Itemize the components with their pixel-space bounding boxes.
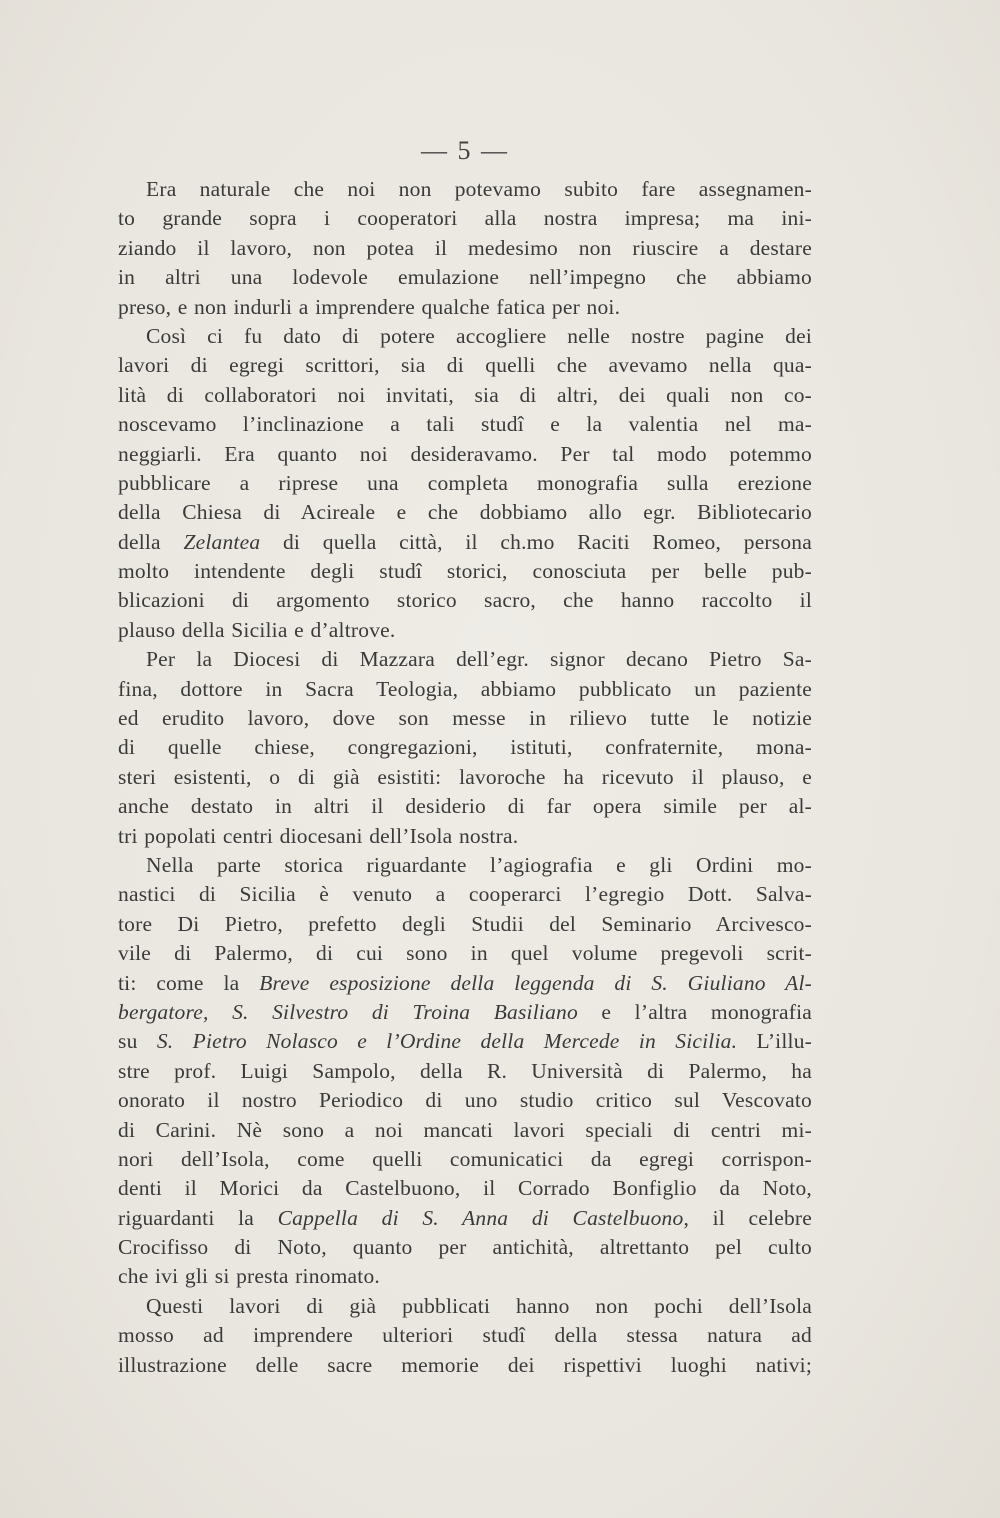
text-line <box>118 351 812 380</box>
text-segment: pubblicare a riprese una completa monografia sulla erezione <box>118 470 812 495</box>
text-line <box>118 263 812 292</box>
text-segment: nastici di Sicilia è venuto a cooperarci l’egregio Dott. Salva- <box>118 882 812 907</box>
text-segment: Questi lavori di già pubblicati hanno non pochi dell’Isola <box>146 1293 812 1318</box>
text-segment: neggiarli. Era quanto noi desideravamo. Per tal modo potemmo <box>118 441 812 466</box>
text-segment: Per la Diocesi di Mazzara dell’egr. signor decano Pietro Sa- <box>146 647 812 672</box>
text-line <box>118 792 812 821</box>
text-line <box>118 733 812 762</box>
italic-title-text: S. Pietro Nolasco e l’Ordine della Mercede in Sicilia. <box>156 1029 738 1054</box>
text-segment: su <box>118 1029 157 1054</box>
text-line <box>118 381 812 410</box>
text-line <box>118 293 812 322</box>
text-line <box>118 1204 812 1233</box>
text-line <box>118 440 812 469</box>
text-line <box>118 910 812 939</box>
text-segment: illustrazione delle sacre memorie dei rispettivi luoghi nativi; <box>118 1352 812 1377</box>
italic-title-text: Zelantea <box>183 529 261 554</box>
text-segment: plauso della Sicilia e d’altrove. <box>118 617 396 642</box>
text-segment: L’illu- <box>737 1029 813 1054</box>
body-text <box>118 175 812 1380</box>
text-line <box>118 1116 812 1145</box>
text-segment: ziando il lavoro, non potea il medesimo non riuscire a destare <box>118 235 812 260</box>
text-line <box>118 1292 812 1321</box>
text-segment: onorato il nostro Periodico di uno studio critico sul Vescovato <box>118 1088 812 1113</box>
text-segment: tri popolati centri diocesani dell’Isola nostra. <box>118 823 519 848</box>
text-line <box>118 1233 812 1262</box>
italic-title-text: Cappella di S. Anna di Castelbuono <box>277 1205 684 1230</box>
text-segment: stre prof. Luigi Sampolo, della R. Università di Palermo, ha <box>118 1058 812 1083</box>
text-line <box>118 557 812 586</box>
text-segment: riguardanti la <box>118 1205 278 1230</box>
text-segment: ti: come la <box>118 970 260 995</box>
text-line <box>118 1351 812 1380</box>
text-segment: ed erudito lavoro, dove son messe in rilievo tutte le notizie <box>118 706 812 731</box>
text-line <box>118 528 812 557</box>
text-segment: Così ci fu dato di potere accogliere nelle nostre pagine dei <box>146 323 812 348</box>
text-segment: steri esistenti, o di già esistiti: lavoroche ha ricevuto il plauso, e <box>118 764 812 789</box>
text-line <box>118 851 812 880</box>
text-segment: Era naturale che noi non potevamo subito fare assegnamen- <box>146 177 812 201</box>
text-segment: to grande sopra i cooperatori alla nostra impresa; ma ini- <box>118 206 812 231</box>
text-segment: molto intendente degli studî storici, conosciuta per belle pub- <box>118 559 812 584</box>
text-segment: della <box>118 529 184 554</box>
text-segment: lavori di egregi scrittori, sia di quelli che avevamo nella qua- <box>118 353 812 378</box>
text-line <box>118 616 812 645</box>
text-segment: che ivi gli si presta rinomato. <box>118 1264 380 1289</box>
text-segment: della Chiesa di Acireale e che dobbiamo allo egr. Bibliotecario <box>118 500 812 525</box>
text-line <box>118 234 812 263</box>
text-line <box>118 1145 812 1174</box>
text-segment: e l’altra monografia <box>577 999 812 1024</box>
text-segment: anche destato in altri il desiderio di far opera simile per al- <box>118 794 812 819</box>
text-line <box>118 704 812 733</box>
text-segment: nori dell’Isola, come quelli comunicatici da egregi corrispon- <box>118 1146 812 1171</box>
text-line <box>118 998 812 1027</box>
text-line <box>118 1321 812 1350</box>
text-line <box>118 175 812 204</box>
italic-title-text: Breve esposizione della leggenda di S. Giuliano Al- <box>259 970 812 995</box>
text-segment: di quelle chiese, congregazioni, istituti, confraternite, mona- <box>118 735 812 760</box>
text-line <box>118 645 812 674</box>
text-line <box>118 498 812 527</box>
text-segment: Nella parte storica riguardante l’agiografia e gli Ordini mo- <box>146 852 812 877</box>
text-line <box>118 1086 812 1115</box>
text-segment: Crocifisso di Noto, quanto per antichità, altrettanto pel culto <box>118 1235 812 1260</box>
text-segment: , il celebre <box>683 1205 812 1230</box>
text-segment: denti il Morici da Castelbuono, il Corrado Bonfiglio da Noto, <box>118 1176 812 1201</box>
text-segment: di quella città, il ch.mo Raciti Romeo, persona <box>260 529 813 554</box>
italic-title-text: bergatore, S. Silvestro di Troina Basiliano <box>118 999 578 1024</box>
text-segment: blicazioni di argomento storico sacro, che hanno raccolto il <box>118 588 812 613</box>
text-segment: di Carini. Nè sono a noi mancati lavori speciali di centri mi- <box>118 1117 812 1142</box>
text-segment: in altri una lodevole emulazione nell’impegno che abbiamo <box>118 265 812 290</box>
text-line <box>118 1057 812 1086</box>
text-line <box>118 822 812 851</box>
text-line <box>118 410 812 439</box>
text-segment: noscevamo l’inclinazione a tali studî e la valentia nel ma- <box>118 412 812 437</box>
text-line <box>118 1027 812 1056</box>
text-segment: vile di Palermo, di cui sono in quel volume pregevoli scrit- <box>118 941 812 966</box>
text-line <box>118 939 812 968</box>
page-number: — 5 — <box>421 136 509 165</box>
text-line <box>118 1262 812 1291</box>
text-segment: lità di collaboratori noi invitati, sia di altri, dei quali non co- <box>118 382 812 407</box>
text-line <box>118 675 812 704</box>
text-line <box>118 204 812 233</box>
text-line <box>118 763 812 792</box>
text-segment: preso, e non indurli a imprendere qualche fatica per noi. <box>118 294 621 319</box>
text-segment: mosso ad imprendere ulteriori studî della stessa natura ad <box>118 1323 812 1348</box>
text-segment: tore Di Pietro, prefetto degli Studii del Seminario Arcivesco- <box>118 911 812 936</box>
text-line <box>118 1174 812 1203</box>
text-line <box>118 469 812 498</box>
text-line <box>118 586 812 615</box>
text-segment: fina, dottore in Sacra Teologia, abbiamo pubblicato un paziente <box>118 676 812 701</box>
text-line <box>118 969 812 998</box>
text-line <box>118 322 812 351</box>
text-line <box>118 880 812 909</box>
